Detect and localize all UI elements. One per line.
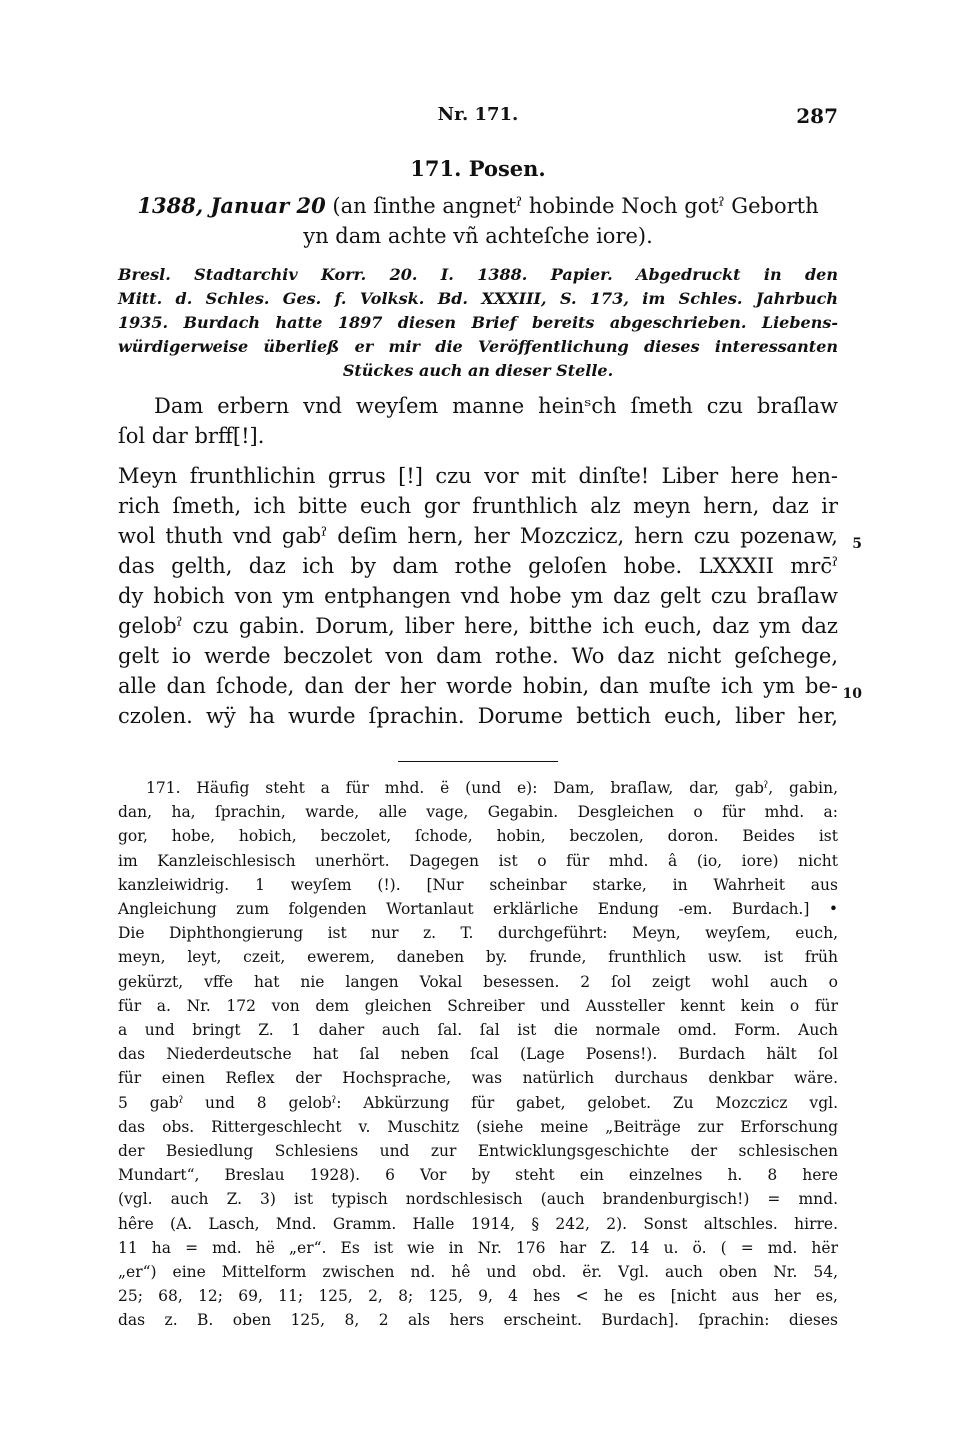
note-line: für a. Nr. 172 von dem gleichen Schreiber und Aussteller kennt kein o für xyxy=(118,996,838,1015)
note-line: gor, hobe, hobich, beczolet, ſchode, hobin, beczolen, doron. Beides ist xyxy=(118,827,838,846)
note-line: im Kanzleischlesisch unerhört. Dagegen ist o für mhd. â (io, iore) nicht xyxy=(118,851,838,870)
address-line: Dam erbern vnd weyſem manne heinˢch ſmeth czu braſlaw xyxy=(154,394,838,418)
note-line: 171. Häufig steht a für mhd. ë (und e): Dam, braſlaw, dar, gabˀ, gabin, xyxy=(146,779,838,797)
body-line: gelobˀ czu gabin. Dorum, liber here, bitthe ich euch, daz ym daz xyxy=(118,614,838,638)
body-line: rich ſmeth, ich bitte euch gor frunthlich alz meyn hern, daz ir xyxy=(118,494,838,518)
note-line: gekürzt, vffe hat nie langen Vokal besessen. 2 ſol zeigt wohl auch o xyxy=(118,972,838,991)
note-line: das z. B. oben 125, 8, 2 als hers erscheint. Burdach]. ſprachin: dieses xyxy=(118,1311,838,1330)
note-line: 5 gabˀ und 8 gelobˀ: Abkürzung für gabet, gelobet. Zu Mozczicz vgl. xyxy=(118,1093,838,1112)
body-line: czolen. wÿ ha wurde ſprachin. Dorume bettich euch, liber her, xyxy=(118,704,838,728)
note-line: das obs. Rittergeschlecht v. Muschitz (siehe meine „Beiträge zur Erforschung xyxy=(118,1117,838,1136)
address-line: ſol dar brff[!]. xyxy=(118,424,265,448)
book-page xyxy=(118,100,862,1333)
note-line: a und bringt Z. 1 daher auch ſal. ſal ist die normale omd. Form. Auch xyxy=(118,1021,838,1040)
note-line: 11 ha = md. hë „er“. Es ist wie in Nr. 176 har Z. 14 u. ö. ( = md. hër xyxy=(118,1238,838,1257)
note-line: kanzleiwidrig. 1 weyſem (!). [Nur scheinbar starke, in Wahrheit aus xyxy=(118,875,838,894)
body-line-text: wol thuth vnd gabˀ deſim hern, her Mozczicz, hern czu pozenaw, xyxy=(118,524,838,548)
note-line: für einen Reflex der Hochsprache, was natürlich durchaus denkbar wäre. xyxy=(118,1069,838,1088)
letter-body xyxy=(118,461,862,731)
running-head-number: Nr. 171. xyxy=(437,104,519,125)
letter-text xyxy=(118,391,862,731)
line-number-10: 10 xyxy=(842,686,862,702)
note-line: (vgl. auch Z. 3) ist typisch nordschlesisch (auch brandenburgisch!) = mnd. xyxy=(118,1190,838,1209)
note-line: 25; 68, 12; 69, 11; 125, 2, 8; 125, 9, 4 hes < he es [nicht aus her es, xyxy=(118,1287,838,1306)
note-line: dan, ha, ſprachin, warde, alle vage, Gegabin. Desgleichen o für mhd. a: xyxy=(118,803,838,822)
document-date: 1388, Januar 20 xyxy=(137,193,326,218)
note-line: das Niederdeutsche hat ſal neben ſcal (Lage Posens!). Burdach hält ſol xyxy=(118,1045,838,1064)
running-head xyxy=(118,100,838,130)
note-line: Mundart“, Breslau 1928). 6 Vor by steht ein einzelnes h. 8 here xyxy=(118,1166,838,1185)
date-description-2: yn dam achte vñ achteſche iore). xyxy=(303,224,653,248)
date-line xyxy=(118,191,838,221)
body-line: dy hobich von ym entphangen vnd hobe ym daz gelt czu braſlaw xyxy=(118,584,838,608)
note-line: meyn, leyt, czeit, ewerem, daneben by. frunde, frunthlich usw. ist früh xyxy=(118,948,838,967)
note-line: hêre (A. Lasch, Mnd. Gramm. Halle 1914, § 242, 2). Sonst altschles. hirre. xyxy=(118,1214,838,1233)
source-line: Mitt. d. Schles. Ges. f. Volksk. Bd. XXXIII, S. 173, im Schles. Jahrbuch xyxy=(118,289,838,308)
commentary-notes xyxy=(118,776,838,1333)
document-title: 171. Posen. xyxy=(410,156,546,181)
date-description-1: (an ſinthe angnetˀ hobinde Noch gotˀ Geborth xyxy=(325,194,819,218)
source-line: Stückes auch an dieser Stelle. xyxy=(342,361,614,380)
body-line-text: alle dan ſchode, dan der her worde hobin, dan muſte ich ym be- xyxy=(118,674,838,698)
note-line: der Besiedlung Schlesiens und zur Entwicklungsgeschichte der schlesischen xyxy=(118,1142,838,1161)
body-line: das gelth, daz ich by dam rothe geloſen hobe. LXXXII mrc̄ˀ xyxy=(118,554,838,578)
source-line: würdigerweise überließ er mir die Veröffentlichung dieses interessanten xyxy=(118,337,838,356)
page-number: 287 xyxy=(796,104,838,128)
note-line: Angleichung zum folgenden Wortanlaut erklärliche Endung -em. Burdach.] • xyxy=(118,900,838,919)
footnote-divider xyxy=(398,761,558,762)
source-note xyxy=(118,263,838,383)
body-line: Meyn frunthlichin grrus [!] czu vor mit dinſte! Liber here hen- xyxy=(118,464,838,488)
body-line xyxy=(118,671,862,702)
line-number-5: 5 xyxy=(852,536,862,552)
note-line: Die Diphthongierung ist nur z. T. durchgeführt: Meyn, weyſem, euch, xyxy=(118,924,838,943)
source-line: 1935. Burdach hatte 1897 diesen Brief bereits abgeschrieben. Liebens- xyxy=(118,313,838,332)
body-line: gelt io werde beczolet von dam rothe. Wo daz nicht geſchege, xyxy=(118,644,838,668)
note-line: „er“) eine Mittelform zwischen nd. hê und obd. ër. Vgl. auch oben Nr. 54, xyxy=(118,1263,838,1282)
source-line: Bresl. Stadtarchiv Korr. 20. I. 1388. Papier. Abgedruckt in den xyxy=(118,265,838,284)
body-line xyxy=(118,521,862,552)
